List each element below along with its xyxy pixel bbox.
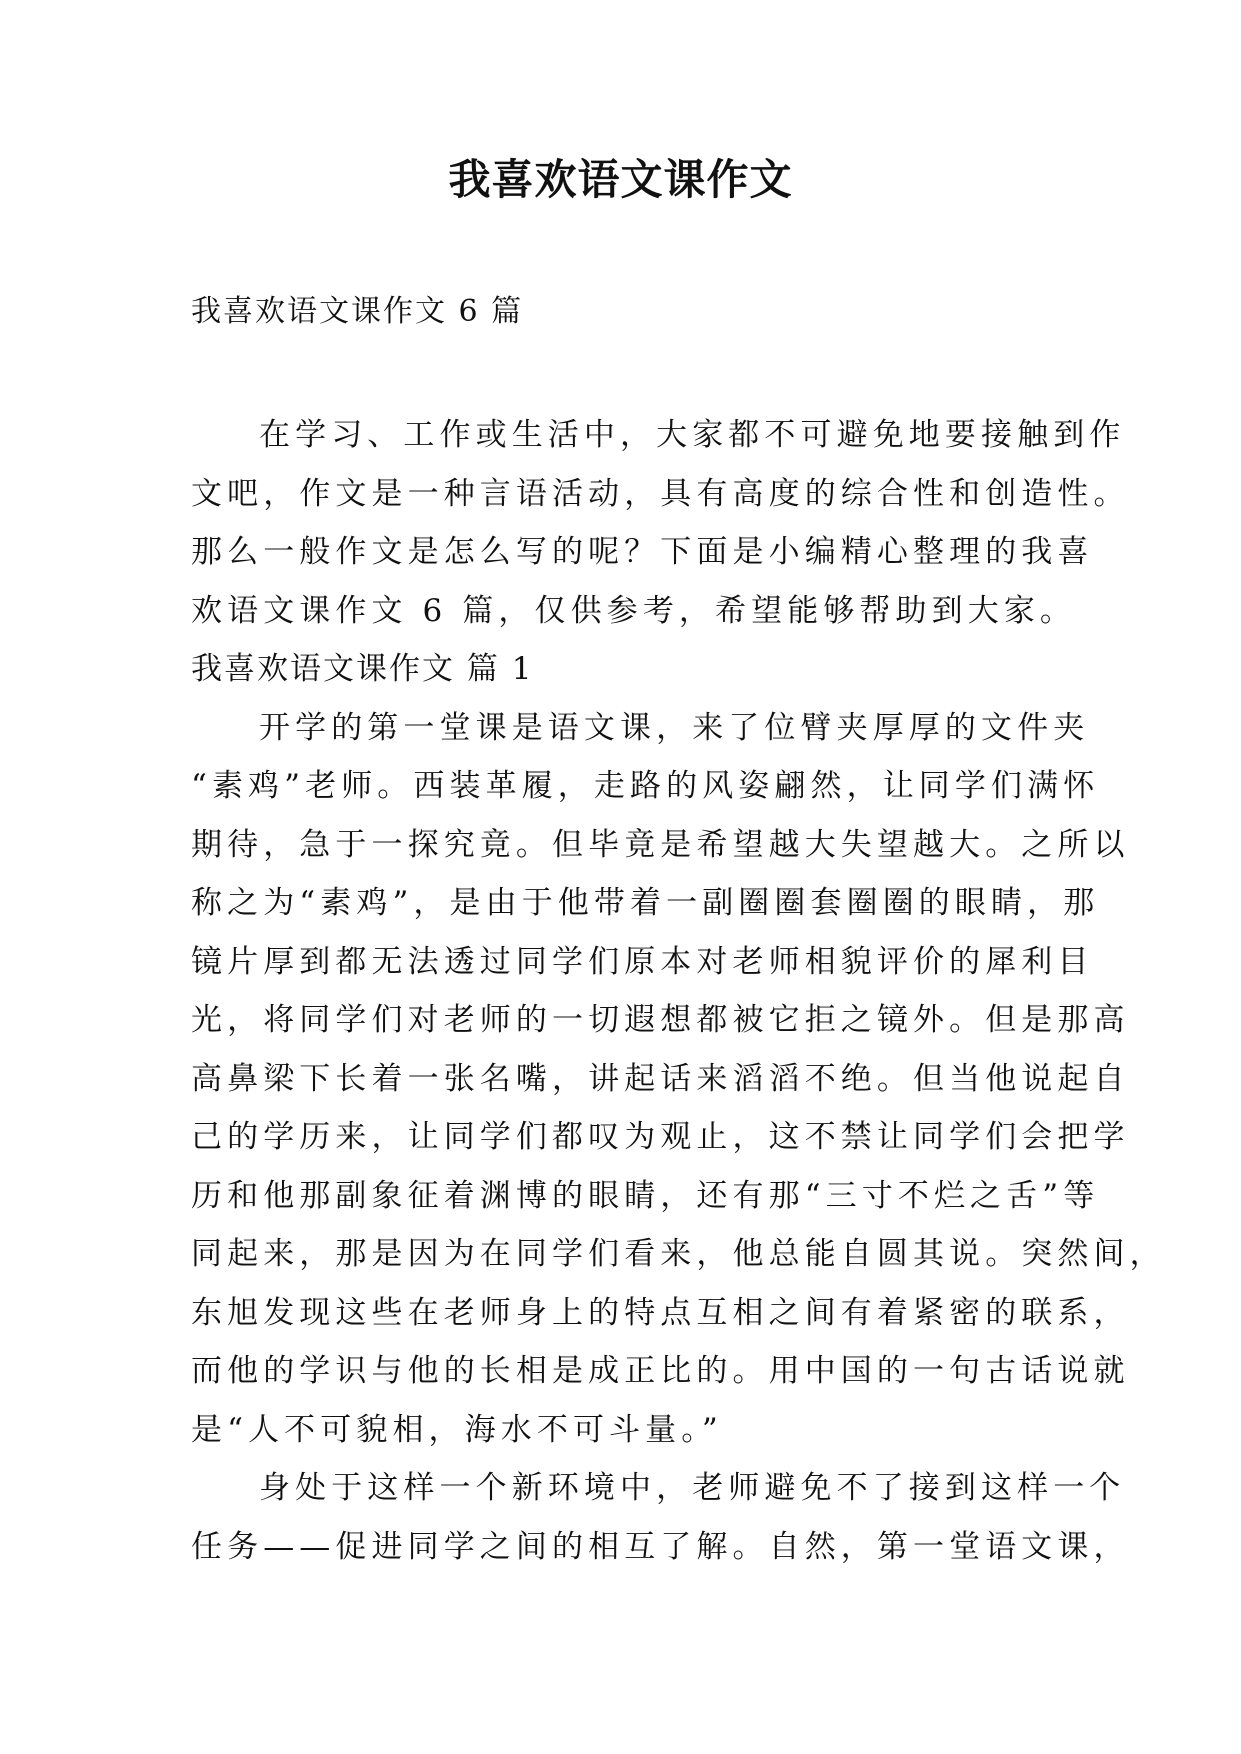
intro-line-2: 文吧，作文是一种言语活动，具有高度的综合性和创造性。	[191, 475, 1130, 512]
paragraph-line: 称之为“素鸡”，是由于他带着一副圈圈套圈圈的眼睛，那	[191, 885, 1100, 921]
paragraph-line: 己的学历来，让同学们都叹为观止，这不禁让同学们会把学	[191, 1119, 1130, 1155]
paragraph-line: 任务——促进同学之间的相互了解。自然，第一堂语文课，	[191, 1528, 1130, 1565]
document-body	[191, 406, 1166, 1576]
paragraph-line: 是“人不可貌相，海水不可斗量。”	[191, 1411, 723, 1448]
paragraph-line: 同起来，那是因为在同学们看来，他总能自圆其说。突然间，	[191, 1236, 1166, 1272]
intro-line-3: 那么一般作文是怎么写的呢？下面是小编精心整理的我喜	[191, 534, 1094, 570]
paragraph-line: 期待，急于一探究竟。但毕竟是希望越大失望越大。之所以	[191, 826, 1130, 863]
intro-line-4: 欢语文课作文 6 篇，仅供参考，希望能够帮助到大家。	[191, 592, 1077, 629]
paragraph-line: 高鼻梁下长着一张名嘴，讲起话来滔滔不绝。但当他说起自	[191, 1060, 1130, 1097]
paragraph-line: 历和他那副象征着渊博的眼睛，还有那“三寸不烂之舌”等	[191, 1177, 1100, 1214]
document-title: 我喜欢语文课作文	[448, 155, 793, 204]
paragraph-line: 光，将同学们对老师的一切遐想都被它拒之镜外。但是那高	[191, 1002, 1130, 1038]
paragraph-line: 身处于这样一个新环境中，老师避免不了接到这样一个	[259, 1470, 1126, 1506]
paragraph-line: “素鸡”老师。西装革履，走路的风姿翩然，让同学们满怀	[191, 768, 1100, 804]
section-heading: 我喜欢语文课作文 篇 1	[191, 651, 534, 687]
paragraph-line: 东旭发现这些在老师身上的特点互相之间有着紧密的联系，	[191, 1294, 1130, 1331]
paragraph-line: 而他的学识与他的长相是成正比的。用中国的一句古话说就	[191, 1353, 1130, 1389]
paragraph-line: 开学的第一堂课是语文课，来了位臂夹厚厚的文件夹	[259, 709, 1090, 746]
paragraph-line: 镜片厚到都无法透过同学们原本对老师相貌评价的犀利目	[191, 943, 1094, 980]
document-subtitle: 我喜欢语文课作文 6 篇	[191, 294, 524, 329]
intro-line-1: 在学习、工作或生活中，大家都不可避免地要接触到作	[259, 417, 1126, 453]
